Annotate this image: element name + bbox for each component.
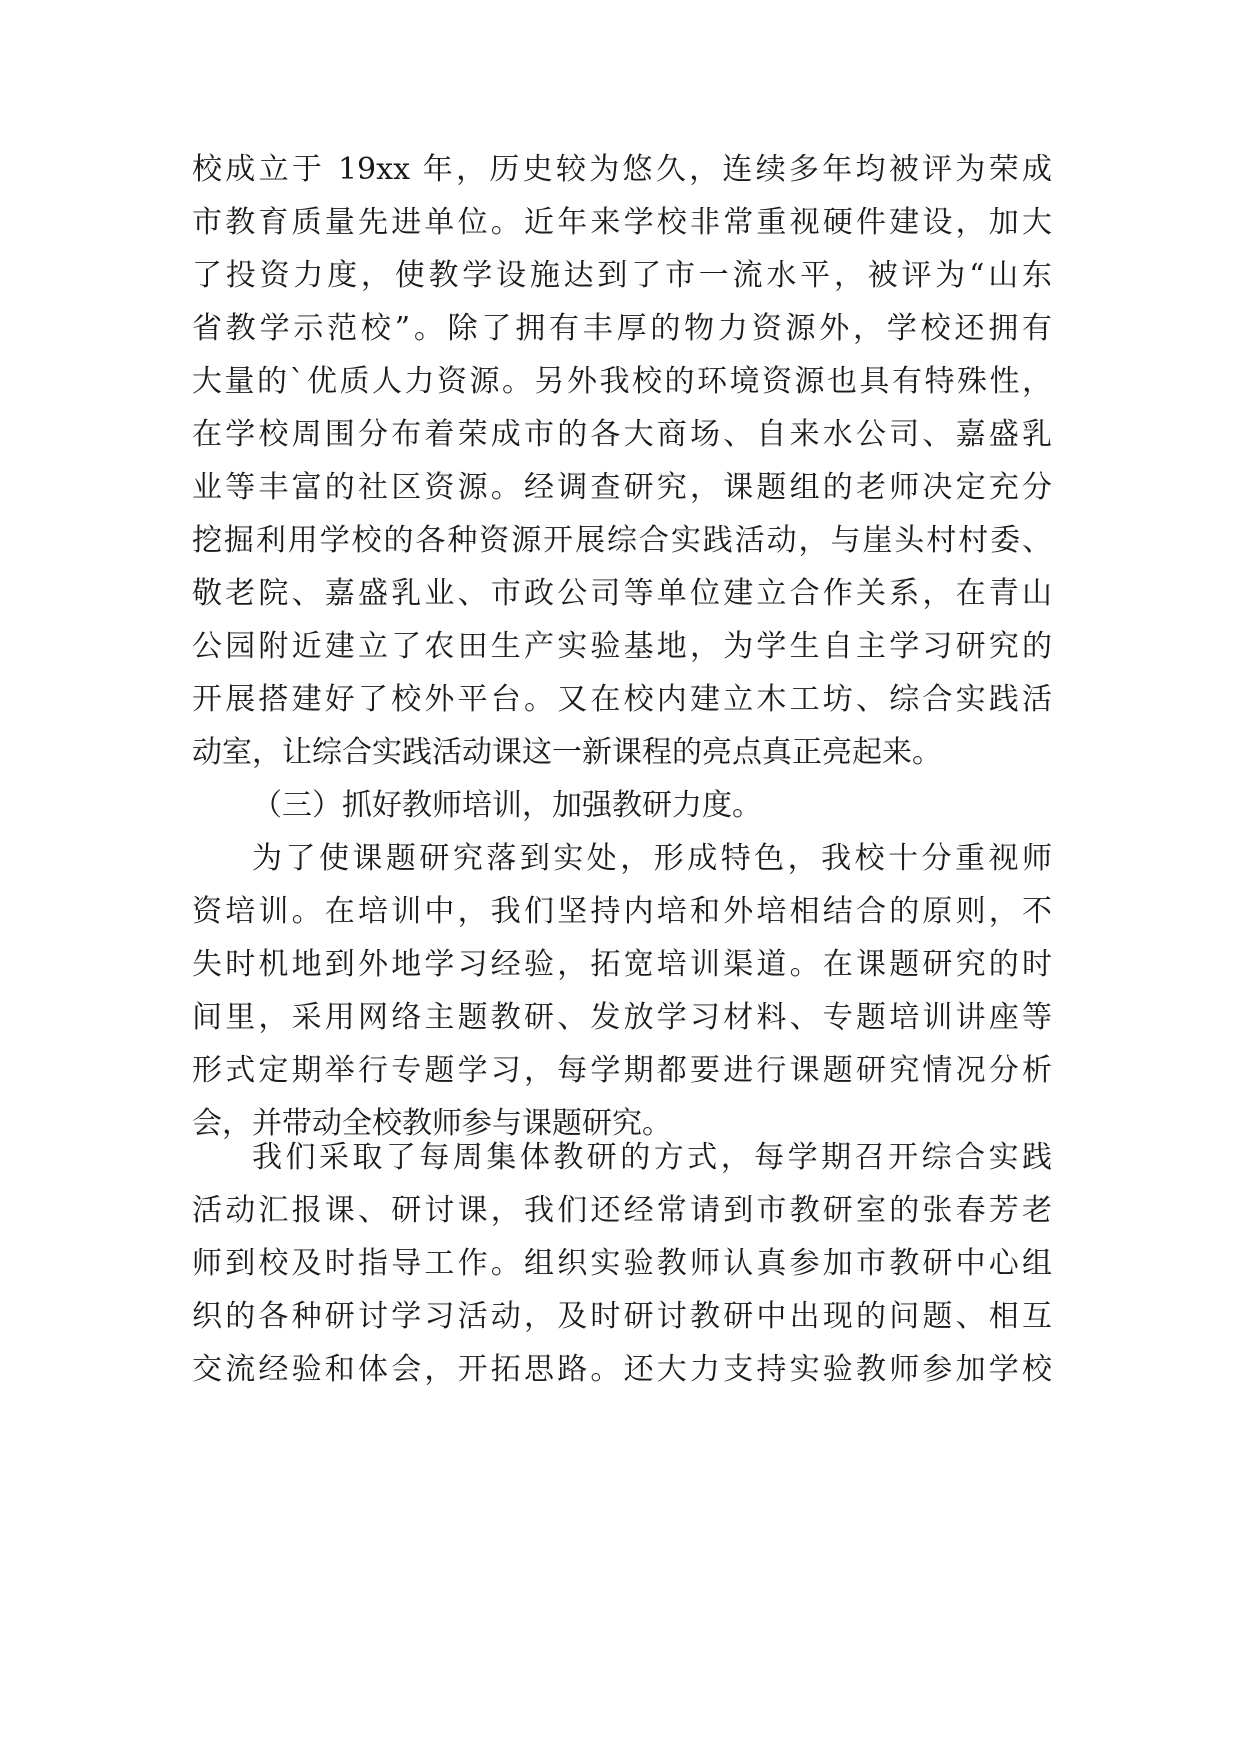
text-line: 业等丰富的社区资源。经调查研究，课题组的老师决定充分 (192, 470, 1052, 505)
heading-text: （三）抓好教师培训，加强教研力度。 (252, 788, 762, 823)
text-line: 开展搭建好了校外平台。又在校内建立木工坊、综合实践活 (192, 682, 1052, 717)
text-line: 省教学示范校”。除了拥有丰厚的物力资源外，学校还拥有 (192, 311, 1052, 346)
text-line: 挖掘利用学校的各种资源开展综合实践活动，与崖头村村委、 (192, 523, 1052, 558)
text-line: 校成立于 19xx 年，历史较为悠久，连续多年均被评为荣成 (192, 152, 1052, 187)
text-line: 师到校及时指导工作。组织实验教师认真参加市教研中心组 (192, 1246, 1052, 1281)
text-line: 织的各种研讨学习活动，及时研讨教研中出现的问题、相互 (192, 1299, 1052, 1334)
text-line: 为了使课题研究落到实处，形成特色，我校十分重视师 (252, 841, 1052, 876)
text-line: 我们采取了每周集体教研的方式，每学期召开综合实践 (252, 1140, 1052, 1175)
text-line: 交流经验和体会，开拓思路。还大力支持实验教师参加学校 (192, 1352, 1052, 1387)
text-line: 公园附近建立了农田生产实验基地，为学生自主学习研究的 (192, 629, 1052, 664)
paragraph-teacher-training (192, 832, 1052, 1150)
text-line: 间里，采用网络主题教研、发放学习材料、专题培训讲座等 (192, 1000, 1052, 1035)
paragraph-school-resources (192, 143, 1052, 779)
text-line: 活动汇报课、研讨课，我们还经常请到市教研室的张春芳老 (192, 1193, 1052, 1228)
text-line: 在学校周围分布着荣成市的各大商场、自来水公司、嘉盛乳 (192, 417, 1052, 452)
text-line: 形式定期举行专题学习，每学期都要进行课题研究情况分析 (192, 1053, 1052, 1088)
text-line: 大量的`优质人力资源。另外我校的环境资源也具有特殊性， (192, 364, 1052, 399)
text-line: 敬老院、嘉盛乳业、市政公司等单位建立合作关系，在青山 (192, 576, 1052, 611)
section-heading-3 (192, 779, 1052, 832)
paragraph-weekly-research (192, 1131, 1052, 1396)
text-line: 市教育质量先进单位。近年来学校非常重视硬件建设，加大 (192, 205, 1052, 240)
text-line: 会，并带动全校教师参与课题研究。 (192, 1106, 672, 1141)
text-line: 失时机地到外地学习经验，拓宽培训渠道。在课题研究的时 (192, 947, 1052, 982)
text-line: 动室，让综合实践活动课这一新课程的亮点真正亮起来。 (192, 735, 942, 770)
text-line: 了投资力度，使教学设施达到了市一流水平，被评为“山东 (192, 258, 1052, 293)
text-line: 资培训。在培训中，我们坚持内培和外培相结合的原则，不 (192, 894, 1052, 929)
